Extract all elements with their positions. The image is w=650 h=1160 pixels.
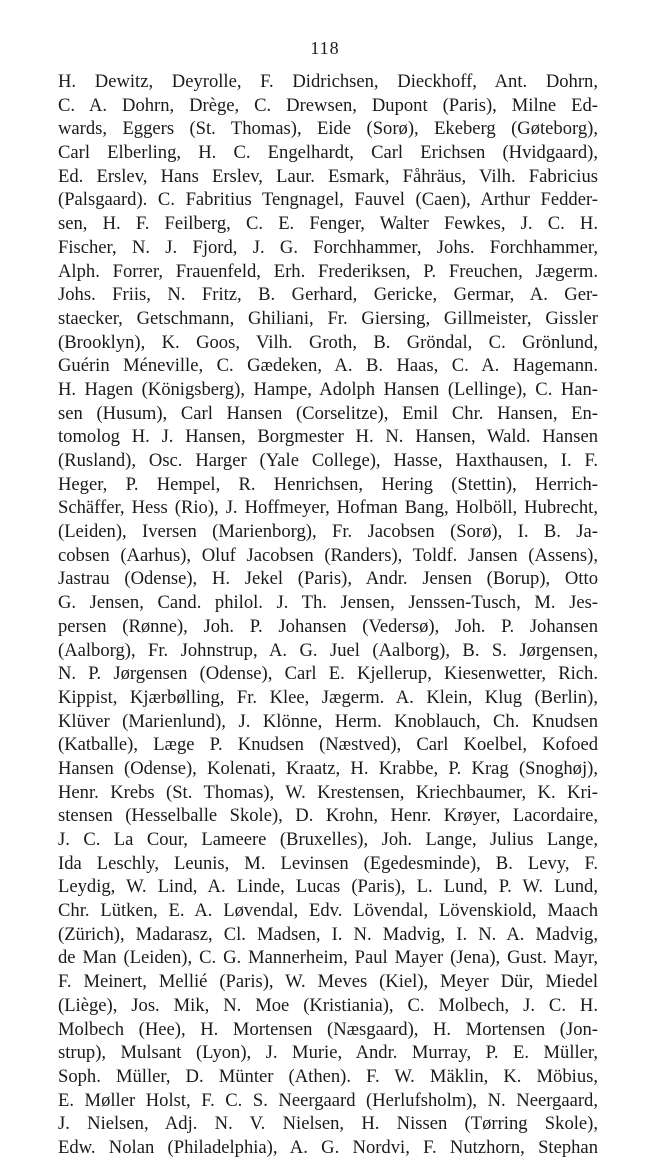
- text-line: staecker, Getschmann, Ghiliani, Fr. Giersing, Gillmeister, Gissler: [58, 307, 598, 329]
- text-line: Heger, P. Hempel, R. Henrichsen, Hering (Stettin), Herrich-: [58, 473, 598, 495]
- text-line: Edw. Nolan (Philadelphia), A. G. Nordvi, F. Nutzhorn, Stephan: [58, 1136, 598, 1158]
- text-line: Carl Elberling, H. C. Engelhardt, Carl Erichsen (Hvidgaard),: [58, 142, 598, 164]
- text-line: Guérin Méneville, C. Gædeken, A. B. Haas, C. A. Hagemann.: [58, 355, 598, 377]
- text-line: (Aalborg), Fr. Johnstrup, A. G. Juel (Aalborg), B. S. Jørgensen,: [58, 639, 598, 661]
- text-line: Fischer, N. J. Fjord, J. G. Forchhammer, Johs. Forchhammer,: [58, 236, 598, 258]
- text-line: de Man (Leiden), C. G. Mannerheim, Paul Mayer (Jena), Gust. Mayr,: [58, 947, 598, 969]
- text-line: C. A. Dohrn, Drège, C. Drewsen, Dupont (Paris), Milne Ed-: [58, 94, 598, 116]
- body-text: [58, 70, 598, 1160]
- text-line: Molbech (Hee), H. Mortensen (Næsgaard), H. Mortensen (Jon-: [58, 1018, 598, 1040]
- text-line: Schäffer, Hess (Rio), J. Hoffmeyer, Hofman Bang, Holböll, Hubrecht,: [58, 497, 598, 519]
- text-line: strup), Mulsant (Lyon), J. Murie, Andr. Murray, P. E. Müller,: [58, 1042, 598, 1064]
- text-line: sen, H. F. Feilberg, C. E. Fenger, Walter Fewkes, J. C. H.: [58, 213, 598, 235]
- text-line: Hansen (Odense), Kolenati, Kraatz, H. Krabbe, P. Krag (Snoghøj),: [58, 757, 598, 779]
- text-line: (Zürich), Madarasz, Cl. Madsen, I. N. Madvig, I. N. A. Madvig,: [58, 923, 598, 945]
- text-line: H. Dewitz, Deyrolle, F. Didrichsen, Dieckhoff, Ant. Dohrn,: [58, 71, 598, 92]
- text-line: (Katballe), Læge P. Knudsen (Næstved), Carl Koelbel, Kofoed: [58, 734, 598, 756]
- text-line: Jastrau (Odense), H. Jekel (Paris), Andr. Jensen (Borup), Otto: [58, 568, 598, 590]
- text-line: Klüver (Marienlund), J. Klönne, Herm. Knoblauch, Ch. Knudsen: [58, 710, 598, 732]
- text-line: wards, Eggers (St. Thomas), Eide (Sorø), Ekeberg (Gøteborg),: [58, 118, 598, 140]
- text-line: F. Meinert, Mellié (Paris), W. Meves (Kiel), Meyer Dür, Miedel: [58, 971, 598, 993]
- text-line: Chr. Lütken, E. A. Løvendal, Edv. Lövendal, Lövenskiold, Maach: [58, 900, 598, 922]
- text-line: tomolog H. J. Hansen, Borgmester H. N. Hansen, Wald. Hansen: [58, 426, 598, 448]
- text-line: Alph. Forrer, Frauenfeld, Erh. Frederiksen, P. Freuchen, Jægerm.: [58, 260, 598, 282]
- text-line: Henr. Krebs (St. Thomas), W. Krestensen, Kriechbaumer, K. Kri-: [58, 781, 598, 803]
- text-line: (Rusland), Osc. Harger (Yale College), Hasse, Haxthausen, I. F.: [58, 450, 598, 471]
- text-line: E. Møller Holst, F. C. S. Neergaard (Herlufsholm), N. Neergaard,: [58, 1089, 598, 1111]
- text-line: J. C. La Cour, Lameere (Bruxelles), Joh. Lange, Julius Lange,: [58, 829, 598, 850]
- text-line: H. Hagen (Königsberg), Hampe, Adolph Hansen (Lellinge), C. Han-: [58, 378, 598, 400]
- text-line: G. Jensen, Cand. philol. J. Th. Jensen, Jenssen-Tusch, M. Jes-: [58, 592, 598, 614]
- text-line: (Palsgaard). C. Fabritius Tengnagel, Fauvel (Caen), Arthur Fedder-: [58, 189, 598, 211]
- text-line: cobsen (Aarhus), Oluf Jacobsen (Randers), Toldf. Jansen (Assens),: [58, 544, 598, 566]
- text-line: Ida Leschly, Leunis, M. Levinsen (Egedesminde), B. Levy, F.: [58, 852, 598, 874]
- text-line: Ed. Erslev, Hans Erslev, Laur. Esmark, Fåhräus, Vilh. Fabricius: [58, 165, 598, 187]
- text-line: Soph. Müller, D. Münter (Athen). F. W. Mäklin, K. Möbius,: [58, 1065, 598, 1087]
- text-line: N. P. Jørgensen (Odense), Carl E. Kjellerup, Kiesenwetter, Rich.: [58, 663, 598, 685]
- text-line: J. Nielsen, Adj. N. V. Nielsen, H. Nissen (Tørring Skole),: [58, 1113, 598, 1135]
- text-line: Kippist, Kjærbølling, Fr. Klee, Jægerm. A. Klein, Klug (Berlin),: [58, 686, 598, 708]
- text-line: Johs. Friis, N. Fritz, B. Gerhard, Gericke, Germar, A. Ger-: [58, 284, 598, 306]
- text-line: Leydig, W. Lind, A. Linde, Lucas (Paris), L. Lund, P. W. Lund,: [58, 876, 598, 898]
- text-line: stensen (Hesselballe Skole), D. Krohn, Henr. Krøyer, Lacordaire,: [58, 805, 598, 827]
- page-number: 118: [310, 38, 340, 58]
- text-line: sen (Husum), Carl Hansen (Corselitze), Emil Chr. Hansen, En-: [58, 402, 598, 424]
- text-line: (Brooklyn), K. Goos, Vilh. Groth, B. Gröndal, C. Grönlund,: [58, 331, 598, 353]
- text-line: (Liège), Jos. Mik, N. Moe (Kristiania), C. Molbech, J. C. H.: [58, 994, 598, 1016]
- text-line: (Leiden), Iversen (Marienborg), Fr. Jacobsen (Sorø), I. B. Ja-: [58, 521, 598, 543]
- text-line: persen (Rønne), Joh. P. Johansen (Vedersø), Joh. P. Johansen: [58, 615, 598, 637]
